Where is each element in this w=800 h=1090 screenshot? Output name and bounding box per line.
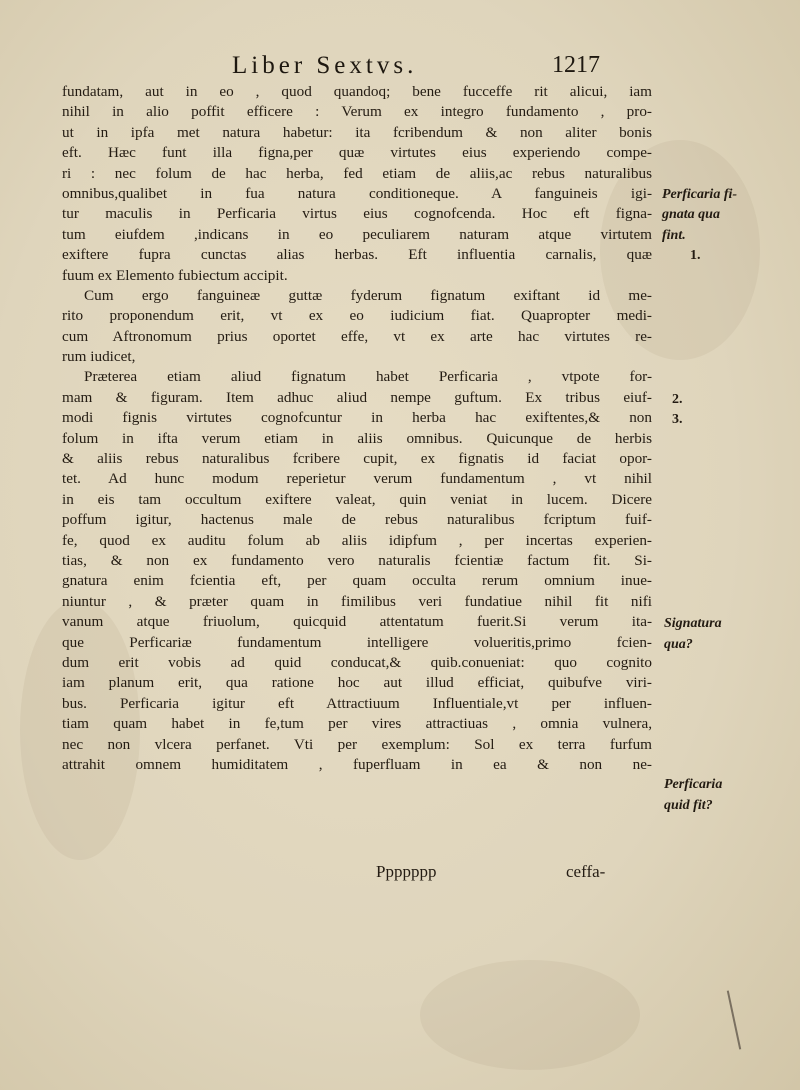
margin-note-perficaria-signata: Perficaria fi- [662,187,738,202]
page-header [0,52,800,82]
text-line: nec non vlcera perfanet. Vti per exemplum: Sol ex terra furfum [62,735,652,753]
text-line: dum erit vobis ad quid conducat,& quib.conueniat: quo cognito [62,653,652,671]
page-footer [0,862,800,890]
text-line: tum eiufdem ,indicans in eo peculiarem naturam atque virtutem [62,225,652,243]
text-line: attrahit omnem humiditatem , fuperfluam in ea & non ne- [62,755,652,773]
text-line: eft. Hæc funt illa figna,per quæ virtutes eius experiendo compe- [62,144,652,162]
text-line: omnibus,qualibet in fua natura conditioneque. A fanguineis igi- [62,184,652,202]
text-line: iam planum erit, qua ratione hoc aut illud efficiat, quibufve viri- [62,674,652,692]
signature-mark: Ppppppp [376,862,437,881]
page-number: 1217 [552,52,600,78]
margin-note-perficaria-signata: gnata qua [662,207,720,222]
margin-note-perficaria-quid: Perficaria [664,777,723,792]
paper-stain [420,960,640,1070]
text-line: tur maculis in Perficaria virtus eius cognofcenda. Hoc eft figna- [62,205,652,223]
margin-note-signatura: Signatura [664,616,722,631]
catchword: ceffa- [566,862,606,881]
text-line: in eis tam occultum exiftere valeat, quin veniat in lucem. Dicere [62,490,652,508]
text-line: Præterea etiam aliud fignatum habet Perficaria , vtpote for- [84,368,652,386]
pencil-mark [727,990,741,1049]
margin-note-perficaria-signata: fint. [662,228,686,243]
text-line: tet. Ad hunc modum reperietur verum fundamentum , vt nihil [62,470,652,488]
text-line: gnatura enim fcientia eft, per quam occulta rerum omnium inue- [62,572,652,590]
margin-marker: 3. [672,412,683,427]
text-line: que Perficariæ fundamentum intelligere volueritis,primo fcien- [62,633,652,651]
text-line: ri : nec folum de hac herba, fed etiam de aliis,ac rebus naturalibus [62,164,652,182]
text-line: modi fignis virtutes cognofcuntur in herba hac exiftentes,& non [62,409,652,427]
text-line: cum Aftronomum prius oportet effe, vt ex arte hac virtutes re- [62,327,652,345]
text-line: niuntur , & præter quam in fimilibus veri fundatiue nihil fit nifi [62,592,652,610]
text-line: rito proponendum erit, vt ex eo iudicium fiat. Quapropter medi- [62,307,652,325]
text-line: ut in ipfa met natura habetur: ita fcribendum & non aliter bonis [62,123,652,141]
text-line: Cum ergo fanguineæ guttæ fyderum fignatum exiftant id me- [84,286,652,304]
text-line: & aliis rebus naturalibus fcribere cupit, ex fignatis id faciat opor- [62,450,652,468]
running-head: Liber Sextvs. [232,52,418,79]
margin-note-signatura: qua? [664,637,693,652]
text-line: folum in ifta verum etiam in aliis omnibus. Quicunque de herbis [62,429,652,447]
text-line: tiam quam habet in fe,tum per vires attractiuas , omnia vulnera, [62,715,652,733]
text-line: poffum igitur, hactenus male de rebus naturalibus fcriptum fuif- [62,511,652,529]
text-line: fuum ex Elemento fubiectum accipit. [62,266,288,284]
text-line: fe, quod ex auditu folum ab aliis idipfum , per incertas experien- [62,531,652,549]
margin-note-perficaria-quid: quid fit? [664,798,713,813]
body-text [62,82,652,775]
text-line: tias, & non ex fundamento vero naturalis fcientiæ factum fit. Si- [62,551,652,569]
text-line: nihil in alio poffit efficere : Verum ex integro fundamento , pro- [62,103,652,121]
text-line: fundatam, aut in eo , quod quandoq; bene fucceffe rit alicui, iam [62,83,652,100]
margin-marker: 2. [672,392,683,407]
text-line: vanum atque friuolum, quicquid attentatum fuerit.Si verum ita- [62,613,652,631]
margin-marker: 1. [690,248,701,263]
text-line: rum iudicet, [62,348,136,366]
text-line: mam & figuram. Item adhuc aliud nempe guftum. Ex tribus eiuf- [62,388,652,406]
text-line: exiftere fupra cunctas alias herbas. Eft influentia carnalis, quæ [62,246,652,264]
text-line: bus. Perficaria igitur eft Attractiuum Influentiale,vt per influen- [62,694,652,712]
